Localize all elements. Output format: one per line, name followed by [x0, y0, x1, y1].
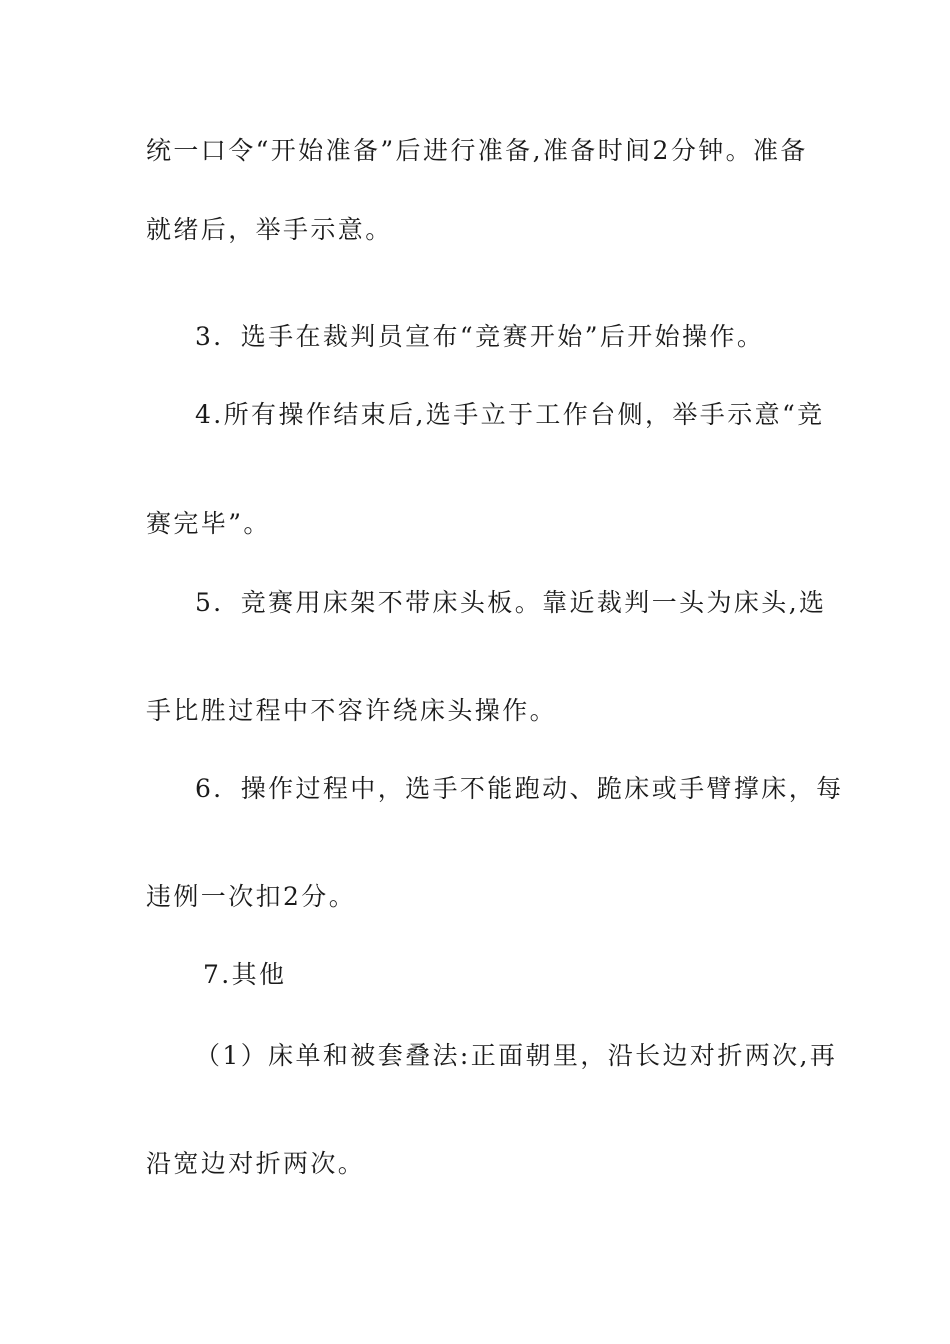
- list-item-6: 6．操作过程中，选手不能跑动、跪床或手臂撑床，每: [195, 774, 844, 803]
- paragraph-line: 手比胜过程中不容许绕床头操作。: [146, 696, 558, 725]
- list-item-5: 5．竞赛用床架不带床头板。靠近裁判一头为床头,选: [195, 588, 827, 617]
- paragraph-line: 违例一次扣2分。: [146, 882, 357, 911]
- list-item-7: 7.其他: [203, 960, 287, 989]
- paragraph-line: 统一口令“开始准备”后进行准备,准备时间2分钟。准备: [146, 136, 808, 165]
- list-item-3: 3．选手在裁判员宣布“竞赛开始”后开始操作。: [195, 322, 765, 351]
- paragraph-line: 赛完毕”。: [146, 509, 271, 538]
- sub-item-1: （1）床单和被套叠法:正面朝里，沿长边对折两次,再: [195, 1041, 838, 1070]
- paragraph-line: 沿宽边对折两次。: [146, 1149, 366, 1178]
- list-item-4: 4.所有操作结束后,选手立于工作台侧，举手示意“竞: [195, 400, 825, 429]
- paragraph-line: 就绪后，举手示意。: [146, 215, 393, 244]
